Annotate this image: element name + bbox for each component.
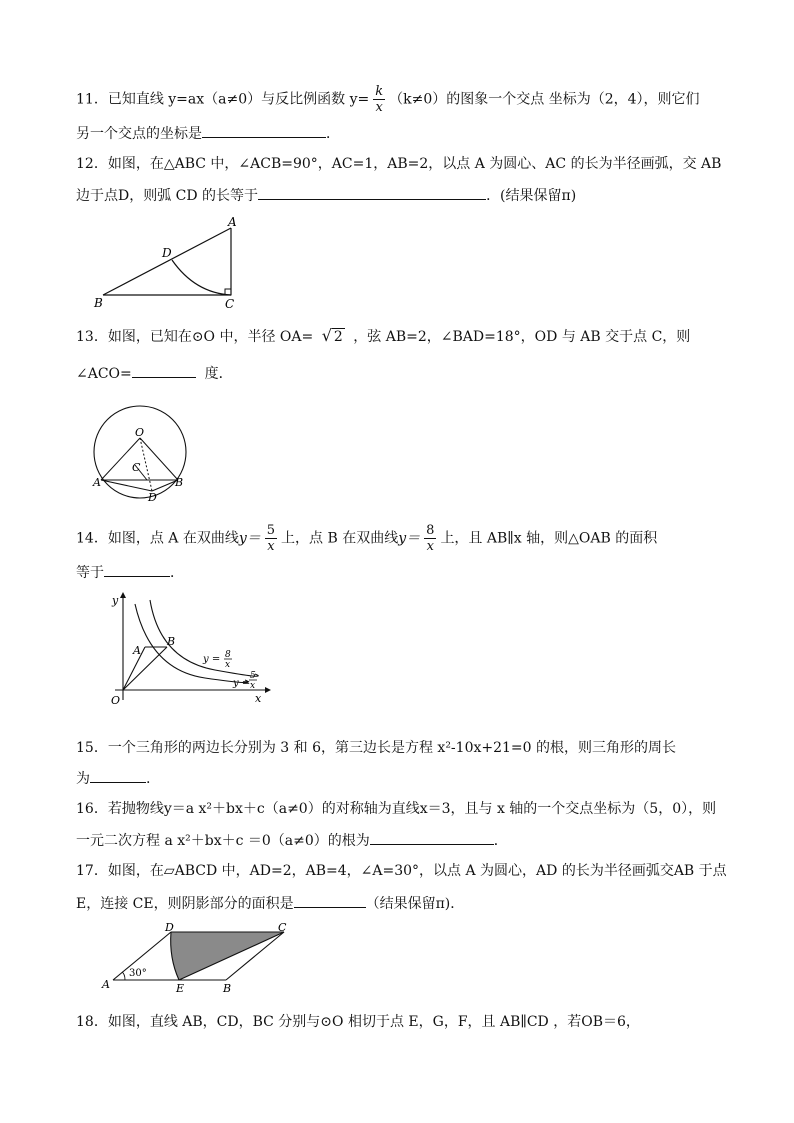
sqrt-expression: √ 2 — [321, 326, 343, 345]
label-d: D — [165, 921, 174, 934]
q12-line2: 边于点D，则弧 CD 的长等于 ．(结果保留π) — [76, 185, 576, 206]
q14-line1: 14．如图，点 A 在双曲线y＝ $\frac{5}{x}$ 上，点 B 在双曲线y＝ $\frac{8}{x}$ 上，且 AB∥x 轴，则△OAB 的面积 — [76, 523, 658, 554]
answer-blank-16[interactable] — [370, 830, 494, 845]
curve-5-over-x — [135, 604, 248, 683]
q18-line1: 18．如图，直线 AB，CD，BC 分别与⊙O 相切于点 E，G，F，且 AB∥CD ，若OB＝6， — [76, 1014, 640, 1030]
q15-line2: 为 . — [76, 768, 150, 789]
q14-line2: 等于 ． — [76, 562, 184, 583]
q17-line2: E，连接 CE，则阴影部分的面积是 （结果保留π)． — [76, 893, 464, 914]
label-e: E — [176, 982, 185, 995]
label-curve-5-den: x — [250, 681, 256, 691]
segment-ob — [123, 647, 167, 690]
q16-line1: 16．若抛物线y＝a x²＋bx＋c（a≠0）的对称轴为直线x＝3，且与 x 轴的一个交点坐标为（5，0），则 — [76, 801, 717, 817]
q13-figure — [90, 405, 190, 505]
label-o: O — [135, 426, 145, 439]
label-b: B — [167, 635, 176, 648]
label-angle: 30° — [129, 968, 147, 979]
segment-ab — [103, 228, 231, 295]
fraction-k-over-x: $\frac{k}{x}$ — [375, 84, 384, 115]
label-b: B — [223, 982, 232, 995]
q12-line1: 12．如图，在△ABC 中，∠ACB=90°，AC=1，AB=2，以点 A 为圆心、AC 的长为半径画弧，交 AB — [76, 156, 722, 172]
label-curve-5-prefix: y = — [233, 678, 251, 689]
label-c: C — [225, 297, 235, 310]
answer-blank-11[interactable] — [202, 123, 326, 138]
label-d: D — [148, 491, 157, 504]
segment-ob — [140, 438, 178, 480]
answer-blank-15[interactable] — [90, 768, 146, 783]
label-y: y — [112, 594, 119, 607]
q12-figure — [90, 215, 250, 310]
fraction-5-over-x: $\frac{5}{x}$ — [266, 523, 276, 554]
segment-od — [140, 438, 152, 491]
label-curve-8-num: 8 — [225, 650, 231, 660]
angle-arc — [122, 972, 125, 980]
label-curve-5-num: 5 — [250, 671, 256, 681]
q11-line1: 11．已知直线 y=ax（a≠0）与反比例函数 y= $\frac{k}{x}$ （k≠0）的图象一个交点 坐标为（2，4），则它们 — [76, 84, 700, 115]
circle-o — [94, 406, 186, 498]
answer-blank-13[interactable] — [132, 363, 196, 378]
arc-cd — [172, 260, 231, 295]
answer-blank-17[interactable] — [294, 893, 366, 908]
label-curve-8-den: x — [225, 660, 231, 670]
label-o: O — [111, 694, 121, 707]
label-d: D — [162, 246, 172, 260]
label-curve-8-prefix: y = — [203, 654, 221, 665]
label-a: A — [102, 978, 110, 991]
q17-line1: 17．如图，在▱ABCD 中，AD=2，AB=4，∠A=30°，以点 A 为圆心，AD 的长为半径画弧交AB 于点 — [76, 863, 727, 879]
label-x: x — [255, 692, 262, 705]
label-a: A — [93, 476, 101, 489]
fraction-8-over-x: $\frac{8}{x}$ — [426, 523, 435, 554]
q17-figure — [95, 920, 300, 995]
label-a: A — [228, 215, 237, 229]
q16-line2: 一元二次方程 a x²＋bx＋c ＝0（a≠0）的根为 ． — [76, 830, 508, 851]
label-c: C — [132, 461, 141, 474]
answer-blank-14[interactable] — [104, 562, 170, 577]
label-c: C — [278, 921, 287, 934]
label-b: B — [175, 476, 184, 489]
q14-figure — [95, 590, 275, 710]
label-b: B — [94, 296, 103, 310]
q13-line2: ∠ACO= 度． — [76, 363, 233, 384]
q15-line1: 15．一个三角形的两边长分别为 3 和 6，第三边长是方程 x²-10x+21=0 的根，则三角形的周长 — [76, 740, 677, 756]
label-a: A — [133, 644, 141, 657]
answer-blank-12[interactable] — [258, 185, 486, 200]
q13-line1: 13．如图，已知在⊙O 中，半径 OA= √ 2 ，弦 AB=2，∠BAD=18°，OD 与 AB 交于点 C，则 — [76, 326, 691, 345]
q11-line2: 另一个交点的坐标是 ． — [76, 123, 340, 144]
